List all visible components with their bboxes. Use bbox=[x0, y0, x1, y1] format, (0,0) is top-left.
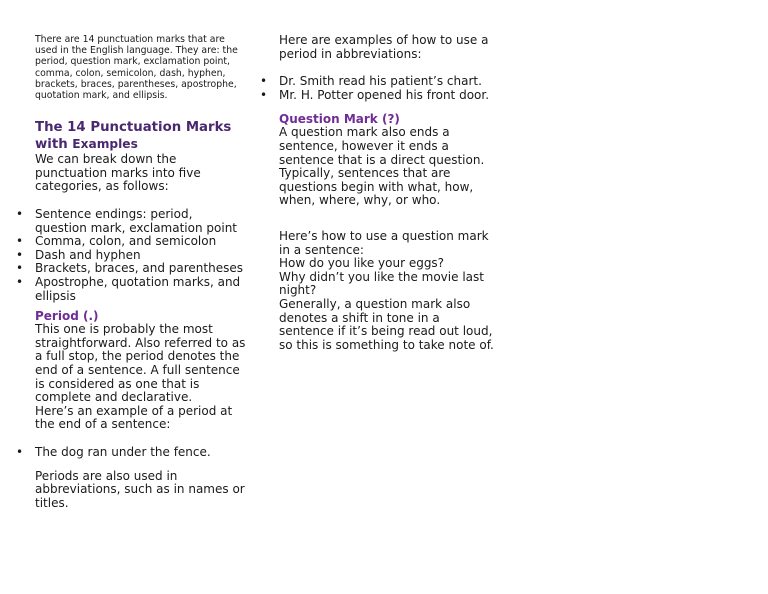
tone-paragraph: Generally, a question mark also denotes a shift in tone in a sentence if it’s being read out loud, so this is something to take note of. bbox=[279, 296, 494, 352]
main-heading bbox=[35, 120, 247, 153]
list-item: • The dog ran under the fence. bbox=[16, 444, 211, 459]
list-item: • Dash and hyphen bbox=[16, 247, 141, 262]
abbreviations-intro: Here are examples of how to use a period in abbreviations: bbox=[279, 33, 489, 61]
question-mark-example-intro: Here’s how to use a question mark in a sentence: bbox=[279, 228, 489, 257]
question-mark-heading: Question Mark (?) bbox=[279, 112, 400, 127]
abbreviation-examples-list bbox=[260, 74, 494, 102]
left-column bbox=[16, 34, 247, 510]
question-mark-paragraph: A question mark also ends a sentence, however it ends a sentence that is a direct question. Typically, sentences that are questions begin with what, how, when, where, why, or who. bbox=[279, 125, 485, 208]
question-mark-example-1: How do you like your eggs? bbox=[279, 256, 445, 271]
bullet-icon: • bbox=[16, 207, 24, 221]
abbreviations-paragraph: Periods are also used in abbreviations, such as in names or titles. bbox=[35, 468, 245, 510]
period-examples-list bbox=[16, 444, 247, 460]
bullet-icon: • bbox=[16, 247, 24, 262]
intro-paragraph: There are 14 punctuation marks that are used in the English language. They are: the period, question mark, exclamation point, comma, colon, semicolon, dash, hyphen, brackets, braces, parentheses, apostrophe, quotation mark, and ellipsis. bbox=[35, 34, 238, 102]
list-item: • Comma, colon, and semicolon bbox=[16, 234, 217, 249]
bullet-icon: • bbox=[16, 274, 24, 289]
bullet-icon: • bbox=[16, 261, 24, 276]
right-column bbox=[260, 33, 494, 352]
question-mark-example-2: Why didn’t you like the movie last night? bbox=[279, 269, 484, 298]
list-item: • Dr. Smith read his patient’s chart. bbox=[260, 74, 482, 89]
breakdown-paragraph: We can break down the punctuation marks into five categories, as follows: bbox=[35, 152, 201, 194]
categories-list bbox=[16, 207, 247, 303]
bullet-icon: • bbox=[16, 444, 24, 459]
period-paragraph: This one is probably the most straightforward. Also referred to as a full stop, the period denotes the end of a sentence. A full sentence is considered as one that is complete and declarative. bbox=[35, 322, 246, 405]
main-heading-line1: The 14 Punctuation Marks bbox=[35, 120, 232, 136]
list-item: • Sentence endings: period, question mark, exclamation point bbox=[16, 207, 238, 235]
main-heading-line2-b: Examples bbox=[72, 137, 138, 152]
list-item: • Apostrophe, quotation marks, and ellipsis bbox=[16, 274, 241, 303]
bullet-icon: • bbox=[16, 234, 24, 249]
bullet-icon: • bbox=[260, 87, 268, 102]
main-heading-line2-a: with bbox=[35, 137, 73, 153]
period-example-intro: Here’s an example of a period at the end of a sentence: bbox=[35, 403, 233, 432]
period-heading: Period (.) bbox=[35, 309, 99, 324]
bullet-icon: • bbox=[260, 74, 268, 89]
list-item: • Mr. H. Potter opened his front door. bbox=[260, 87, 490, 102]
list-item: • Brackets, braces, and parentheses bbox=[16, 261, 243, 276]
